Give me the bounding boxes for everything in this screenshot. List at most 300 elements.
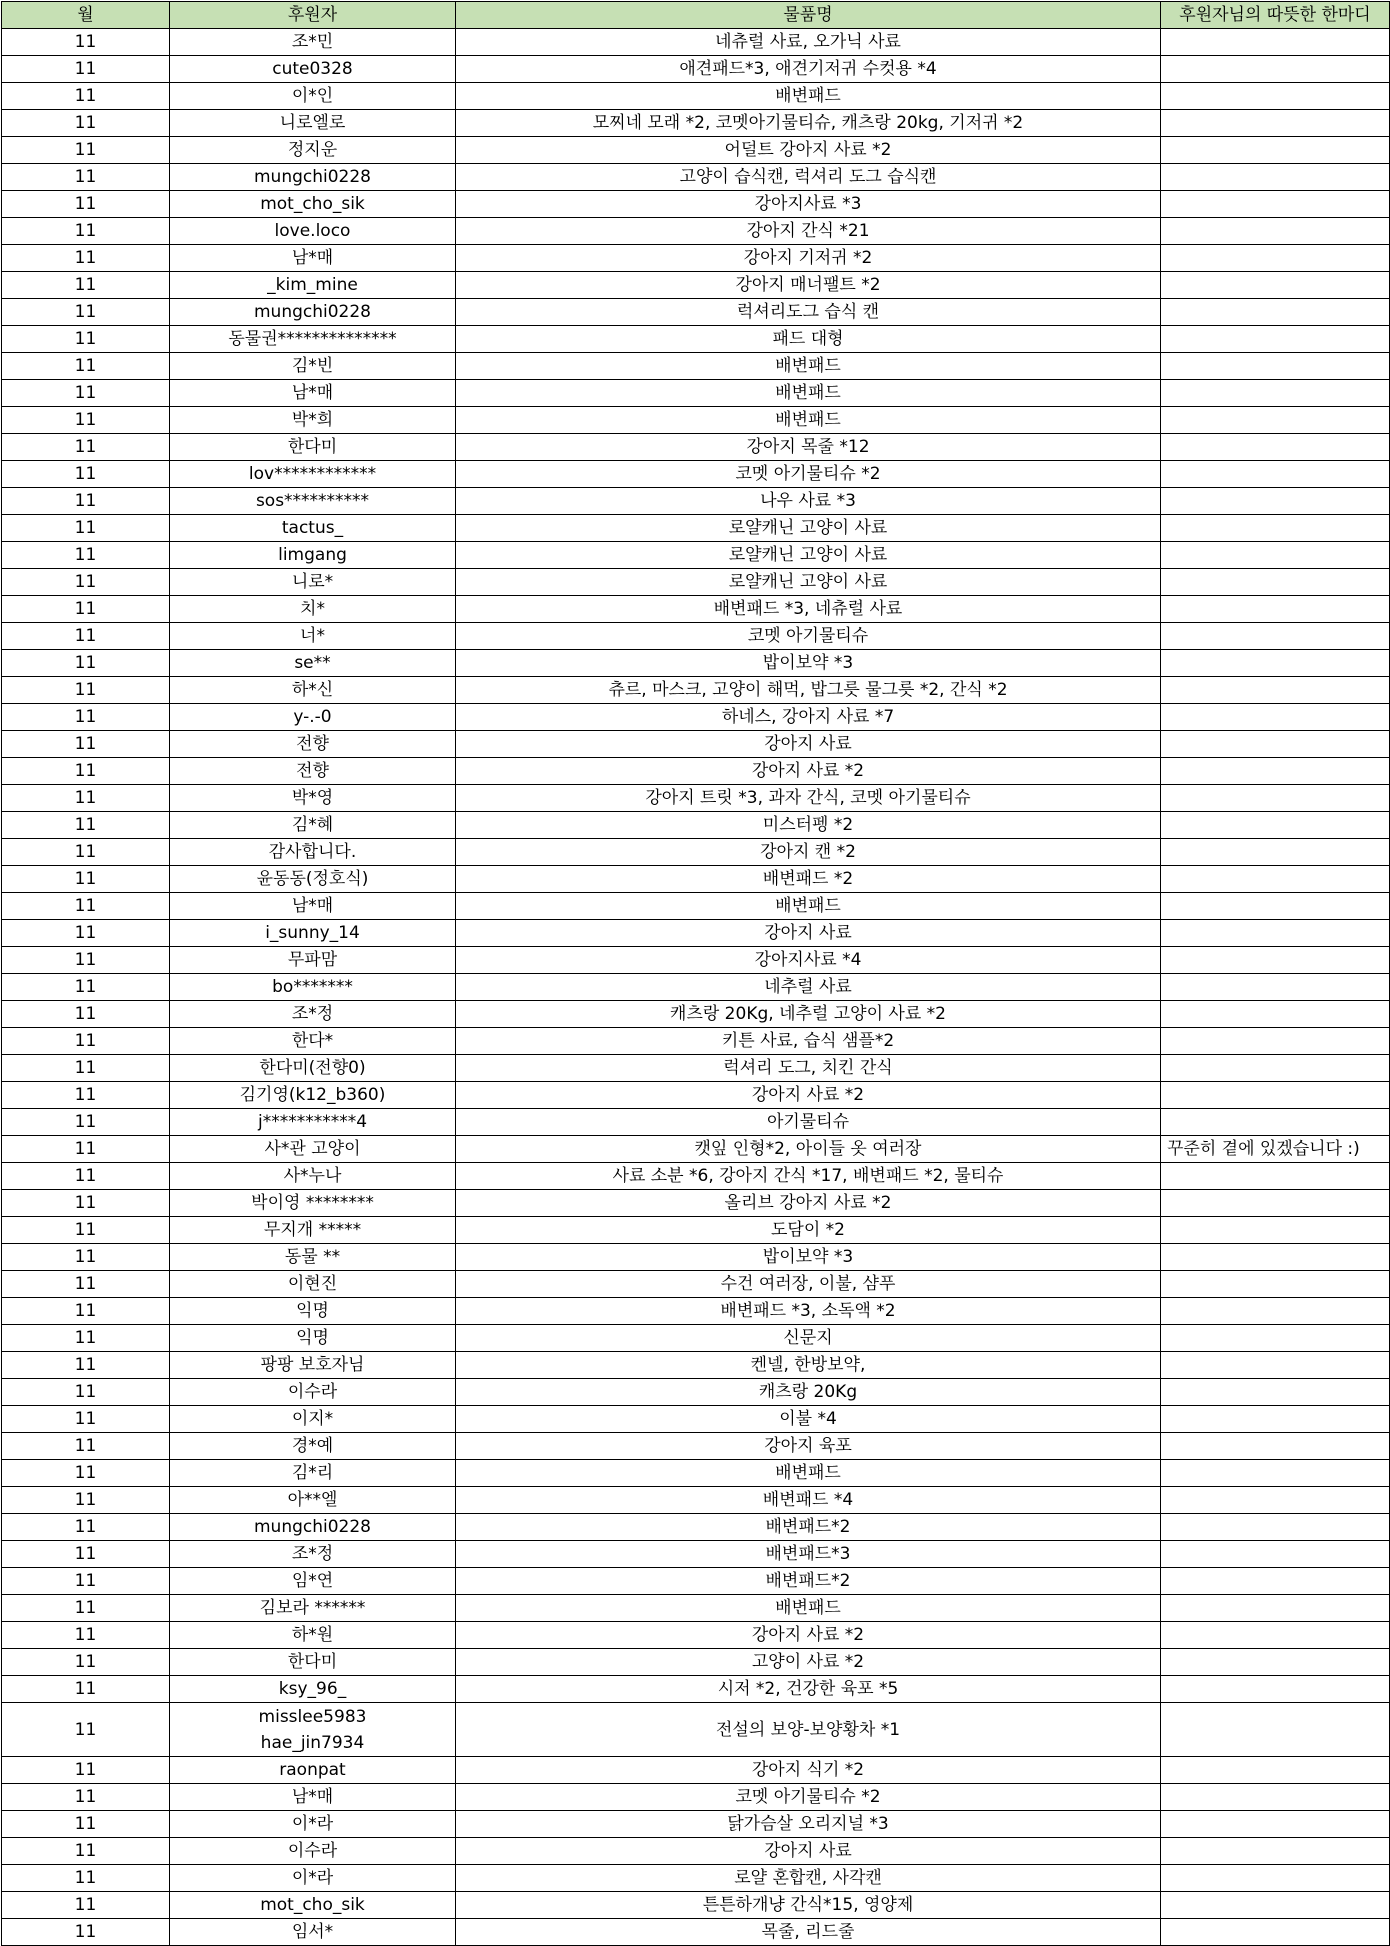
cell-items[interactable]: 배변패드 — [456, 353, 1161, 380]
cell-donor[interactable]: mungchi0228 — [170, 1514, 456, 1541]
cell-donor[interactable]: 익명 — [170, 1298, 456, 1325]
cell-message[interactable] — [1161, 1514, 1390, 1541]
cell-items[interactable]: 캐츠랑 20Kg, 네추럴 고양이 사료 *2 — [456, 1001, 1161, 1028]
cell-month[interactable]: 11 — [2, 515, 170, 542]
table-row — [2, 1028, 1390, 1055]
cell-donor[interactable]: 정지운 — [170, 137, 456, 164]
table-row — [2, 974, 1390, 1001]
cell-items[interactable]: 강아지 사료 — [456, 920, 1161, 947]
table-row — [2, 1055, 1390, 1082]
cell-donor[interactable]: mot_cho_sik — [170, 191, 456, 218]
cell-items[interactable]: 강아지 캔 *2 — [456, 839, 1161, 866]
cell-items[interactable]: 배변패드*2 — [456, 1568, 1161, 1595]
cell-month[interactable]: 11 — [2, 1919, 170, 1946]
cell-month[interactable]: 11 — [2, 812, 170, 839]
cell-donor[interactable]: 한다미(전향0) — [170, 1055, 456, 1082]
cell-month[interactable]: 11 — [2, 1541, 170, 1568]
header-donor[interactable]: 후원자 — [170, 2, 456, 29]
cell-month[interactable]: 11 — [2, 218, 170, 245]
cell-items[interactable]: 코멧 아기물티슈 *2 — [456, 1784, 1161, 1811]
cell-items[interactable]: 럭셔리 도그, 치킨 간식 — [456, 1055, 1161, 1082]
cell-items[interactable]: 밥이보약 *3 — [456, 1244, 1161, 1271]
cell-donor[interactable]: 무지개 ***** — [170, 1217, 456, 1244]
cell-message[interactable] — [1161, 83, 1390, 110]
cell-month[interactable]: 11 — [2, 299, 170, 326]
cell-donor[interactable]: 이현진 — [170, 1271, 456, 1298]
cell-message[interactable] — [1161, 1487, 1390, 1514]
cell-month[interactable]: 11 — [2, 650, 170, 677]
cell-donor[interactable]: 이지* — [170, 1406, 456, 1433]
cell-message[interactable] — [1161, 1541, 1390, 1568]
cell-month[interactable]: 11 — [2, 1271, 170, 1298]
cell-message[interactable] — [1161, 1028, 1390, 1055]
cell-month[interactable]: 11 — [2, 1244, 170, 1271]
cell-items[interactable]: 목줄, 리드줄 — [456, 1919, 1161, 1946]
cell-items[interactable]: 강아지 육포 — [456, 1433, 1161, 1460]
cell-donor[interactable]: 감사합니다. — [170, 839, 456, 866]
cell-month[interactable]: 11 — [2, 866, 170, 893]
cell-message[interactable] — [1161, 1595, 1390, 1622]
cell-month[interactable]: 11 — [2, 677, 170, 704]
cell-donor[interactable]: 남*매 — [170, 380, 456, 407]
cell-items[interactable]: 강아지 매너팰트 *2 — [456, 272, 1161, 299]
cell-donor[interactable]: 팡팡 보호자님 — [170, 1352, 456, 1379]
cell-donor[interactable]: 아**엘 — [170, 1487, 456, 1514]
cell-month[interactable]: 11 — [2, 488, 170, 515]
header-items[interactable]: 물품명 — [456, 2, 1161, 29]
cell-month[interactable]: 11 — [2, 1703, 170, 1757]
cell-items[interactable]: 강아지 식기 *2 — [456, 1757, 1161, 1784]
cell-month[interactable]: 11 — [2, 1325, 170, 1352]
cell-items[interactable]: 강아지 간식 *21 — [456, 218, 1161, 245]
cell-donor[interactable]: 김*리 — [170, 1460, 456, 1487]
cell-items[interactable]: 고양이 사료 *2 — [456, 1649, 1161, 1676]
cell-message[interactable] — [1161, 866, 1390, 893]
cell-items[interactable]: 배변패드 — [456, 83, 1161, 110]
cell-donor[interactable]: 너* — [170, 623, 456, 650]
cell-month[interactable]: 11 — [2, 1433, 170, 1460]
table-row — [2, 1541, 1390, 1568]
cell-month[interactable]: 11 — [2, 1379, 170, 1406]
cell-items[interactable]: 배변패드 *4 — [456, 1487, 1161, 1514]
cell-month[interactable]: 11 — [2, 191, 170, 218]
cell-month[interactable]: 11 — [2, 1568, 170, 1595]
cell-donor[interactable]: 하*신 — [170, 677, 456, 704]
cell-donor[interactable]: 이수라 — [170, 1838, 456, 1865]
cell-message[interactable] — [1161, 110, 1390, 137]
cell-donor[interactable]: 김보라 ****** — [170, 1595, 456, 1622]
cell-month[interactable]: 11 — [2, 56, 170, 83]
cell-message[interactable] — [1161, 56, 1390, 83]
cell-items[interactable]: 미스터펭 *2 — [456, 812, 1161, 839]
table-row — [2, 731, 1390, 758]
cell-message[interactable] — [1161, 1433, 1390, 1460]
cell-message[interactable] — [1161, 461, 1390, 488]
cell-month[interactable]: 11 — [2, 1784, 170, 1811]
header-message[interactable]: 후원자님의 따뜻한 한마디 — [1161, 2, 1390, 29]
cell-month[interactable]: 11 — [2, 434, 170, 461]
cell-items[interactable]: 키튼 사료, 습식 샘플*2 — [456, 1028, 1161, 1055]
cell-items[interactable]: 하네스, 강아지 사료 *7 — [456, 704, 1161, 731]
cell-message[interactable] — [1161, 1622, 1390, 1649]
cell-month[interactable]: 11 — [2, 1217, 170, 1244]
cell-message[interactable] — [1161, 1001, 1390, 1028]
cell-month[interactable]: 11 — [2, 785, 170, 812]
cell-items[interactable]: 강아지 기저귀 *2 — [456, 245, 1161, 272]
cell-items[interactable]: 고양이 습식캔, 럭셔리 도그 습식캔 — [456, 164, 1161, 191]
cell-items[interactable]: 배변패드 *3, 네츄럴 사료 — [456, 596, 1161, 623]
table-row — [2, 326, 1390, 353]
cell-items[interactable]: 배변패드 — [456, 1460, 1161, 1487]
cell-items[interactable]: 애견패드*3, 애견기저귀 수컷용 *4 — [456, 56, 1161, 83]
cell-month[interactable]: 11 — [2, 1163, 170, 1190]
cell-items[interactable]: 배변패드 — [456, 1595, 1161, 1622]
cell-message[interactable] — [1161, 380, 1390, 407]
cell-message[interactable] — [1161, 1217, 1390, 1244]
cell-donor[interactable]: _kim_mine — [170, 272, 456, 299]
cell-message[interactable] — [1161, 299, 1390, 326]
cell-donor[interactable]: 조*정 — [170, 1001, 456, 1028]
cell-donor[interactable]: 남*매 — [170, 1784, 456, 1811]
cell-donor[interactable]: 전향 — [170, 731, 456, 758]
cell-message[interactable] — [1161, 1649, 1390, 1676]
cell-donor[interactable]: se** — [170, 650, 456, 677]
cell-month[interactable]: 11 — [2, 974, 170, 1001]
cell-message[interactable] — [1161, 1163, 1390, 1190]
cell-message[interactable] — [1161, 839, 1390, 866]
cell-month[interactable]: 11 — [2, 407, 170, 434]
cell-message[interactable] — [1161, 542, 1390, 569]
cell-message[interactable] — [1161, 1352, 1390, 1379]
cell-message[interactable] — [1161, 1298, 1390, 1325]
cell-message[interactable] — [1161, 731, 1390, 758]
table-row — [2, 758, 1390, 785]
cell-month[interactable]: 11 — [2, 704, 170, 731]
cell-month[interactable]: 11 — [2, 623, 170, 650]
cell-donor[interactable]: 조*정 — [170, 1541, 456, 1568]
cell-message[interactable] — [1161, 1838, 1390, 1865]
cell-donor[interactable]: lov************ — [170, 461, 456, 488]
cell-items[interactable]: 배변패드 — [456, 380, 1161, 407]
cell-month[interactable]: 11 — [2, 29, 170, 56]
cell-message[interactable] — [1161, 1568, 1390, 1595]
cell-items[interactable]: 시저 *2, 건강한 육포 *5 — [456, 1676, 1161, 1703]
cell-items[interactable]: 닭가슴살 오리지널 *3 — [456, 1811, 1161, 1838]
cell-message[interactable] — [1161, 1919, 1390, 1946]
cell-month[interactable]: 11 — [2, 1109, 170, 1136]
cell-message[interactable] — [1161, 29, 1390, 56]
cell-items[interactable]: 강아지 사료 *2 — [456, 1622, 1161, 1649]
cell-donor[interactable]: 박*영 — [170, 785, 456, 812]
cell-message[interactable] — [1161, 1244, 1390, 1271]
cell-donor[interactable]: 하*원 — [170, 1622, 456, 1649]
cell-month[interactable]: 11 — [2, 758, 170, 785]
cell-items[interactable]: 나우 사료 *3 — [456, 488, 1161, 515]
cell-items[interactable]: 배변패드*2 — [456, 1514, 1161, 1541]
cell-month[interactable]: 11 — [2, 1622, 170, 1649]
cell-message[interactable]: 꾸준히 곁에 있겠습니다 :) — [1161, 1136, 1390, 1163]
cell-message[interactable] — [1161, 488, 1390, 515]
cell-items[interactable]: 수건 여러장, 이불, 샴푸 — [456, 1271, 1161, 1298]
cell-items[interactable]: 전설의 보양-보양황차 *1 — [456, 1703, 1161, 1757]
cell-items[interactable]: 네추럴 사료 — [456, 974, 1161, 1001]
cell-month[interactable]: 11 — [2, 893, 170, 920]
cell-donor[interactable]: 동물권************** — [170, 326, 456, 353]
cell-month[interactable]: 11 — [2, 137, 170, 164]
cell-donor[interactable]: 경*예 — [170, 1433, 456, 1460]
cell-message[interactable] — [1161, 326, 1390, 353]
cell-month[interactable]: 11 — [2, 839, 170, 866]
cell-donor[interactable]: 임*연 — [170, 1568, 456, 1595]
cell-items[interactable]: 신문지 — [456, 1325, 1161, 1352]
cell-month[interactable]: 11 — [2, 1001, 170, 1028]
table-row — [2, 623, 1390, 650]
cell-month[interactable]: 11 — [2, 245, 170, 272]
cell-month[interactable]: 11 — [2, 1487, 170, 1514]
cell-month[interactable]: 11 — [2, 1838, 170, 1865]
cell-month[interactable]: 11 — [2, 1406, 170, 1433]
cell-donor[interactable]: mungchi0228 — [170, 164, 456, 191]
cell-donor[interactable]: 니로* — [170, 569, 456, 596]
cell-month[interactable]: 11 — [2, 569, 170, 596]
cell-message[interactable] — [1161, 1676, 1390, 1703]
cell-month[interactable]: 11 — [2, 1028, 170, 1055]
cell-message[interactable] — [1161, 596, 1390, 623]
cell-message[interactable] — [1161, 758, 1390, 785]
cell-donor[interactable]: 임서* — [170, 1919, 456, 1946]
cell-donor[interactable]: love.loco — [170, 218, 456, 245]
cell-donor[interactable]: 전향 — [170, 758, 456, 785]
cell-items[interactable]: 어덜트 강아지 사료 *2 — [456, 137, 1161, 164]
cell-items[interactable]: 강아지 목줄 *12 — [456, 434, 1161, 461]
cell-items[interactable]: 캣잎 인형*2, 아이들 옷 여러장 — [456, 1136, 1161, 1163]
cell-message[interactable] — [1161, 218, 1390, 245]
cell-items[interactable]: 사료 소분 *6, 강아지 간식 *17, 배변패드 *2, 물티슈 — [456, 1163, 1161, 1190]
cell-donor[interactable]: 이수라 — [170, 1379, 456, 1406]
cell-message[interactable] — [1161, 1271, 1390, 1298]
cell-items[interactable]: 강아지 사료 — [456, 731, 1161, 758]
cell-items[interactable]: 모찌네 모래 *2, 코멧아기물티슈, 캐츠랑 20kg, 기저귀 *2 — [456, 110, 1161, 137]
cell-items[interactable]: 코멧 아기물티슈 *2 — [456, 461, 1161, 488]
cell-message[interactable] — [1161, 1757, 1390, 1784]
cell-message[interactable] — [1161, 164, 1390, 191]
cell-items[interactable]: 코멧 아기물티슈 — [456, 623, 1161, 650]
cell-month[interactable]: 11 — [2, 1811, 170, 1838]
cell-message[interactable] — [1161, 1460, 1390, 1487]
cell-message[interactable] — [1161, 1109, 1390, 1136]
cell-month[interactable]: 11 — [2, 272, 170, 299]
cell-month[interactable]: 11 — [2, 353, 170, 380]
cell-items[interactable]: 이불 *4 — [456, 1406, 1161, 1433]
table-row — [2, 515, 1390, 542]
cell-month[interactable]: 11 — [2, 542, 170, 569]
cell-items[interactable]: 럭셔리도그 습식 캔 — [456, 299, 1161, 326]
cell-month[interactable]: 11 — [2, 731, 170, 758]
cell-month[interactable]: 11 — [2, 1460, 170, 1487]
cell-donor[interactable]: 무파맘 — [170, 947, 456, 974]
cell-items[interactable]: 배변패드*3 — [456, 1541, 1161, 1568]
cell-donor[interactable]: ksy_96_ — [170, 1676, 456, 1703]
cell-items[interactable]: 켄넬, 한방보약, — [456, 1352, 1161, 1379]
cell-message[interactable] — [1161, 407, 1390, 434]
table-row — [2, 272, 1390, 299]
cell-donor[interactable]: 니로엘로 — [170, 110, 456, 137]
cell-message[interactable] — [1161, 704, 1390, 731]
cell-month[interactable]: 11 — [2, 1595, 170, 1622]
cell-donor[interactable]: 이*라 — [170, 1865, 456, 1892]
cell-message[interactable] — [1161, 272, 1390, 299]
cell-items[interactable]: 배변패드 — [456, 893, 1161, 920]
cell-month[interactable]: 11 — [2, 1190, 170, 1217]
cell-donor[interactable]: 한다미 — [170, 1649, 456, 1676]
cell-donor[interactable]: 동물 ** — [170, 1244, 456, 1271]
cell-donor[interactable]: 사*관 고양이 — [170, 1136, 456, 1163]
cell-donor[interactable]: tactus_ — [170, 515, 456, 542]
table-row — [2, 1325, 1390, 1352]
cell-message[interactable] — [1161, 245, 1390, 272]
cell-donor[interactable]: 조*민 — [170, 29, 456, 56]
cell-items[interactable]: 강아지 사료 — [456, 1838, 1161, 1865]
cell-message[interactable] — [1161, 812, 1390, 839]
cell-donor[interactable]: 박이영 ******** — [170, 1190, 456, 1217]
cell-month[interactable]: 11 — [2, 1136, 170, 1163]
cell-donor[interactable]: 한다미 — [170, 434, 456, 461]
cell-donor[interactable]: limgang — [170, 542, 456, 569]
cell-message[interactable] — [1161, 353, 1390, 380]
cell-message[interactable] — [1161, 1379, 1390, 1406]
cell-items[interactable]: 올리브 강아지 사료 *2 — [456, 1190, 1161, 1217]
cell-message[interactable] — [1161, 515, 1390, 542]
cell-items[interactable]: 로얄캐닌 고양이 사료 — [456, 542, 1161, 569]
cell-donor[interactable]: sos********** — [170, 488, 456, 515]
cell-donor[interactable]: 김*혜 — [170, 812, 456, 839]
cell-month[interactable]: 11 — [2, 1757, 170, 1784]
cell-message[interactable] — [1161, 623, 1390, 650]
cell-month[interactable]: 11 — [2, 1892, 170, 1919]
cell-donor[interactable]: misslee5983 hae_jin7934 — [170, 1703, 456, 1757]
cell-message[interactable] — [1161, 137, 1390, 164]
cell-donor[interactable]: cute0328 — [170, 56, 456, 83]
table-body — [2, 29, 1390, 1946]
cell-items[interactable]: 밥이보약 *3 — [456, 650, 1161, 677]
table-row — [2, 1406, 1390, 1433]
cell-items[interactable]: 캐츠랑 20Kg — [456, 1379, 1161, 1406]
cell-donor[interactable]: j***********4 — [170, 1109, 456, 1136]
cell-month[interactable]: 11 — [2, 1298, 170, 1325]
cell-month[interactable]: 11 — [2, 326, 170, 353]
cell-donor[interactable]: 윤동동(정호식) — [170, 866, 456, 893]
cell-month[interactable]: 11 — [2, 1055, 170, 1082]
cell-items[interactable]: 강아지 사료 *2 — [456, 758, 1161, 785]
header-month[interactable]: 월 — [2, 2, 170, 29]
cell-month[interactable]: 11 — [2, 110, 170, 137]
cell-message[interactable] — [1161, 1703, 1390, 1757]
cell-donor[interactable]: 남*매 — [170, 893, 456, 920]
cell-month[interactable]: 11 — [2, 1352, 170, 1379]
cell-month[interactable]: 11 — [2, 380, 170, 407]
cell-month[interactable]: 11 — [2, 1514, 170, 1541]
cell-donor[interactable]: 김*빈 — [170, 353, 456, 380]
cell-donor[interactable]: raonpat — [170, 1757, 456, 1784]
cell-message[interactable] — [1161, 1325, 1390, 1352]
cell-items[interactable]: 튼튼하개냥 간식*15, 영양제 — [456, 1892, 1161, 1919]
cell-message[interactable] — [1161, 650, 1390, 677]
cell-donor[interactable]: i_sunny_14 — [170, 920, 456, 947]
cell-donor[interactable]: 익명 — [170, 1325, 456, 1352]
cell-donor[interactable]: y-.-0 — [170, 704, 456, 731]
cell-month[interactable]: 11 — [2, 1676, 170, 1703]
cell-month[interactable]: 11 — [2, 461, 170, 488]
cell-items[interactable]: 강아지 사료 *2 — [456, 1082, 1161, 1109]
cell-message[interactable] — [1161, 1082, 1390, 1109]
cell-items[interactable]: 배변패드 — [456, 407, 1161, 434]
cell-message[interactable] — [1161, 1811, 1390, 1838]
cell-items[interactable]: 아기물티슈 — [456, 1109, 1161, 1136]
cell-items[interactable]: 로얄 혼합캔, 사각캔 — [456, 1865, 1161, 1892]
cell-items[interactable]: 로얄캐닌 고양이 사료 — [456, 515, 1161, 542]
cell-items[interactable]: 강아지사료 *3 — [456, 191, 1161, 218]
cell-items[interactable]: 강아지 트릿 *3, 과자 간식, 코멧 아기물티슈 — [456, 785, 1161, 812]
cell-message[interactable] — [1161, 1406, 1390, 1433]
cell-month[interactable]: 11 — [2, 1649, 170, 1676]
cell-message[interactable] — [1161, 1055, 1390, 1082]
cell-items[interactable]: 강아지사료 *4 — [456, 947, 1161, 974]
cell-donor[interactable]: 이*라 — [170, 1811, 456, 1838]
cell-message[interactable] — [1161, 191, 1390, 218]
cell-items[interactable]: 패드 대형 — [456, 326, 1161, 353]
cell-items[interactable]: 네츄럴 사료, 오가닉 사료 — [456, 29, 1161, 56]
cell-message[interactable] — [1161, 1892, 1390, 1919]
cell-month[interactable]: 11 — [2, 83, 170, 110]
table-row — [2, 1487, 1390, 1514]
cell-message[interactable] — [1161, 569, 1390, 596]
cell-month[interactable]: 11 — [2, 920, 170, 947]
cell-items[interactable]: 로얄캐닌 고양이 사료 — [456, 569, 1161, 596]
cell-message[interactable] — [1161, 947, 1390, 974]
cell-message[interactable] — [1161, 1865, 1390, 1892]
cell-month[interactable]: 11 — [2, 164, 170, 191]
cell-items[interactable]: 배변패드 *3, 소독액 *2 — [456, 1298, 1161, 1325]
cell-donor[interactable]: 김기영(k12_b360) — [170, 1082, 456, 1109]
cell-items[interactable]: 배변패드 *2 — [456, 866, 1161, 893]
cell-donor[interactable]: 남*매 — [170, 245, 456, 272]
cell-month[interactable]: 11 — [2, 1865, 170, 1892]
cell-donor[interactable]: 이*인 — [170, 83, 456, 110]
cell-message[interactable] — [1161, 920, 1390, 947]
cell-donor[interactable]: mot_cho_sik — [170, 1892, 456, 1919]
cell-month[interactable]: 11 — [2, 947, 170, 974]
cell-month[interactable]: 11 — [2, 596, 170, 623]
cell-donor[interactable]: 사*누나 — [170, 1163, 456, 1190]
cell-donor[interactable]: 치* — [170, 596, 456, 623]
cell-message[interactable] — [1161, 677, 1390, 704]
cell-donor[interactable]: 박*희 — [170, 407, 456, 434]
cell-message[interactable] — [1161, 434, 1390, 461]
cell-message[interactable] — [1161, 974, 1390, 1001]
cell-items[interactable]: 츄르, 마스크, 고양이 해먹, 밥그릇 물그릇 *2, 간식 *2 — [456, 677, 1161, 704]
table-row — [2, 1811, 1390, 1838]
cell-message[interactable] — [1161, 893, 1390, 920]
cell-items[interactable]: 도담이 *2 — [456, 1217, 1161, 1244]
cell-month[interactable]: 11 — [2, 1082, 170, 1109]
cell-message[interactable] — [1161, 1190, 1390, 1217]
cell-message[interactable] — [1161, 1784, 1390, 1811]
cell-donor[interactable]: mungchi0228 — [170, 299, 456, 326]
table-row — [2, 1379, 1390, 1406]
cell-donor[interactable]: 한다* — [170, 1028, 456, 1055]
cell-message[interactable] — [1161, 785, 1390, 812]
cell-donor[interactable]: bo******* — [170, 974, 456, 1001]
